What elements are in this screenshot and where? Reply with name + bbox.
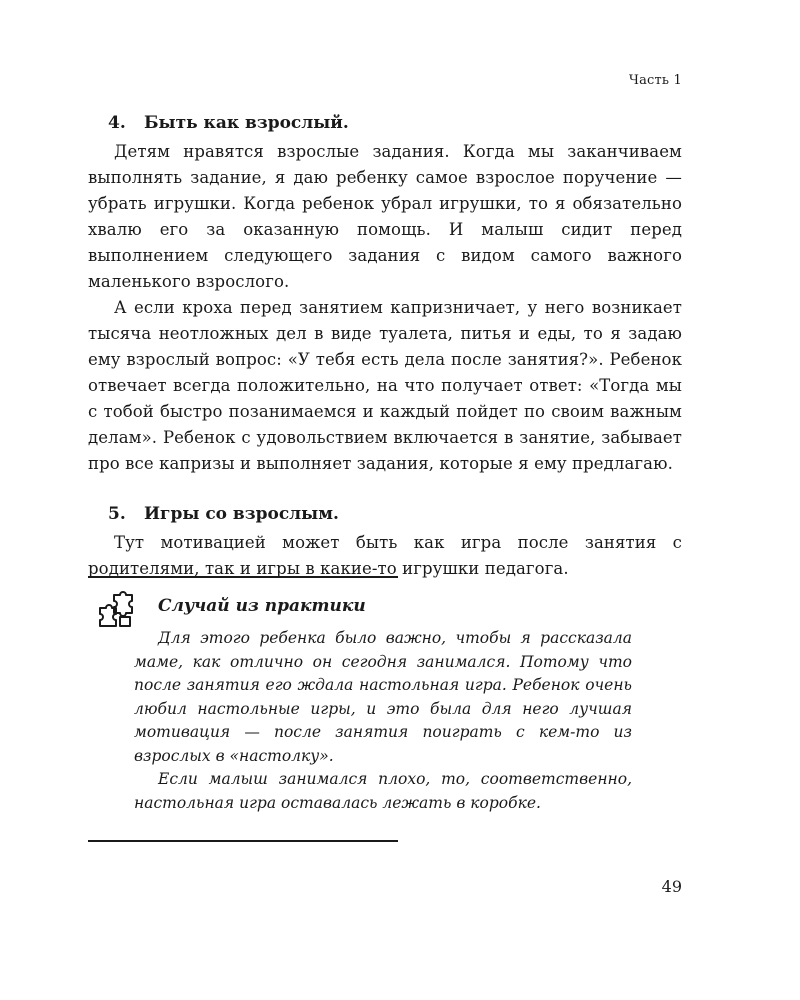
case-paragraph: Для этого ребенка было важно, чтобы я рассказала маме, как отлично он сегодня занимался. Потому что после занятия его ждала настольная игра. Ребенок очень любил настольные игры, и это была для него лучшая мотивация — после занятия поиграть с кем-то из взрослых в «настолку». xyxy=(134,629,632,765)
paragraph: Тут мотивацией может быть как игра после занятия с родителями, так и игры в какие-то игрушки педагога. xyxy=(88,533,682,578)
paragraph: А если кроха перед занятием капризничает, у него возникает тысяча неотложных дел в виде туалета, питья и еды, то я задаю ему взрослый вопрос: «У тебя есть дела после занятия?». Ребенок отвечает всегда положительно, на что получает ответ: «Тогда мы с тобой быстро позанимаемся и каждый пойдет по своим важным делам». Ребенок с удовольствием включается в занятие, забывает про все капризы и выполняет задания, которые я ему предлагаю. xyxy=(88,298,682,473)
section-heading xyxy=(88,501,682,527)
section-5 xyxy=(88,501,682,582)
case-box-bottom-rule xyxy=(88,840,398,842)
section-4 xyxy=(88,110,682,477)
section-number: 5. xyxy=(108,504,126,524)
running-header: Часть 1 xyxy=(628,73,682,88)
section-title: Игры со взрослым. xyxy=(144,504,339,524)
case-paragraph: Если малыш занимался плохо, то, соответственно, настольная игра оставалась лежать в коробке. xyxy=(134,770,632,812)
section-number: 4. xyxy=(108,113,126,133)
case-box-top-rule xyxy=(88,576,398,578)
section-heading xyxy=(88,110,682,136)
paragraph: Детям нравятся взрослые задания. Когда мы заканчиваем выполнять задание, я даю ребенку самое взрослое поручение — убрать игрушки. Когда ребенок убрал игрушки, то я обязательно хвалю его за оказанную помощь. И малыш сидит перед выполнением следующего задания с видом самого важного маленького взрослого. xyxy=(88,142,682,291)
section-title: Быть как взрослый. xyxy=(144,113,349,133)
case-box-title: Случай из практики xyxy=(158,596,366,616)
puzzle-icon xyxy=(97,591,135,629)
case-box-body xyxy=(134,627,632,815)
page-number: 49 xyxy=(661,877,682,896)
main-content xyxy=(88,110,682,582)
